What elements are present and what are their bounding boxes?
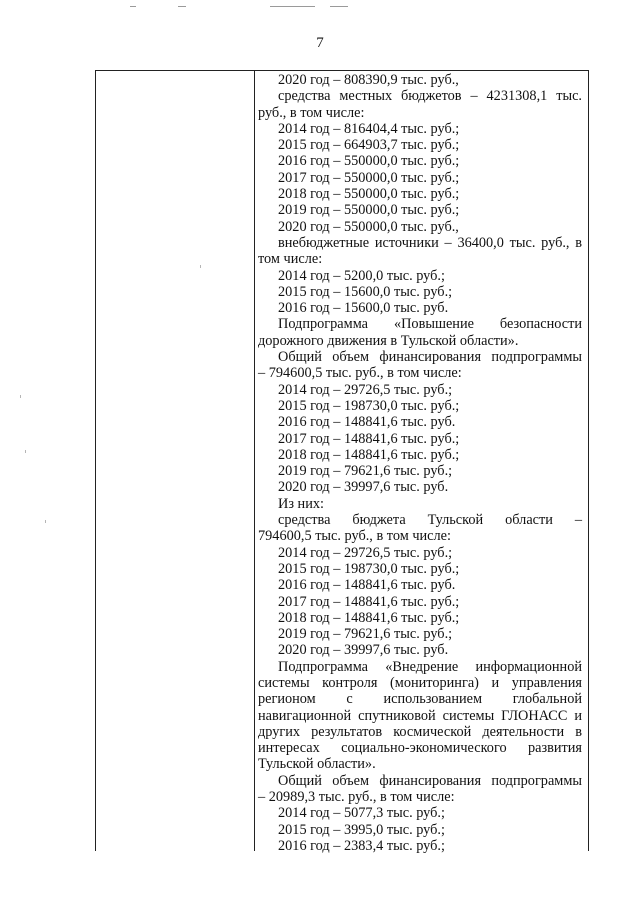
text-line: 2014 год – 5200,0 тыс. руб.; [278, 267, 445, 284]
scan-artifact [330, 6, 348, 7]
text-line: 2015 год – 198730,0 тыс. руб.; [278, 560, 460, 577]
text-line: средства местных бюджетов – 4231308,1 тыс. [278, 88, 582, 105]
scan-artifact [20, 395, 21, 398]
text-line: 2017 год – 148841,6 тыс. руб.; [278, 430, 460, 447]
scan-artifact [178, 6, 186, 7]
text-line: 2020 год – 39997,6 тыс. руб. [278, 479, 449, 496]
text-line: средства бюджета Тульской области – [278, 512, 582, 529]
text-line: Подпрограмма «Внедрение информационной [278, 658, 582, 675]
text-line: – 794600,5 тыс. руб., в том числе: [258, 365, 462, 382]
text-line: 2016 год – 148841,6 тыс. руб. [278, 577, 456, 594]
scan-artifact [25, 450, 26, 453]
text-line: 2017 год – 148841,6 тыс. руб.; [278, 593, 460, 610]
text-line: внебюджетные источники – 36400,0 тыс. руб., в [278, 234, 582, 251]
text-line: 2018 год – 148841,6 тыс. руб.; [278, 446, 460, 463]
text-line: – 20989,3 тыс. руб., в том числе: [258, 789, 455, 806]
scan-artifact [270, 6, 315, 7]
table-text-cell [258, 72, 582, 854]
text-line: системы контроля (мониторинга) и управления [258, 674, 582, 691]
column-divider [254, 71, 255, 851]
text-line: 2017 год – 550000,0 тыс. руб.; [278, 169, 460, 186]
text-line: 2016 год – 148841,6 тыс. руб. [278, 414, 456, 431]
text-line: 2020 год – 39997,6 тыс. руб. [278, 642, 449, 659]
text-line: 2019 год – 550000,0 тыс. руб.; [278, 202, 460, 219]
text-line: 2018 год – 550000,0 тыс. руб.; [278, 186, 460, 203]
scan-artifact [45, 520, 46, 523]
text-line: 2019 год – 79621,6 тыс. руб.; [278, 463, 453, 480]
text-line: дорожного движения в Тульской области». [258, 332, 519, 349]
text-line: руб., в том числе: [258, 104, 365, 121]
scan-artifact [130, 6, 136, 7]
text-line: Общий объем финансирования подпрограммы [278, 772, 582, 789]
text-line: 2015 год – 3995,0 тыс. руб.; [278, 821, 445, 838]
page-number: 7 [316, 35, 324, 51]
text-line: Подпрограмма «Повышение безопасности [278, 316, 582, 333]
text-line: 2016 год – 550000,0 тыс. руб.; [278, 153, 460, 170]
text-line: 2014 год – 29726,5 тыс. руб.; [278, 544, 453, 561]
text-line: 2015 год – 198730,0 тыс. руб.; [278, 397, 460, 414]
text-line: 2016 год – 2383,4 тыс. руб.; [278, 837, 445, 854]
text-line: интересах социально-экономического развития [258, 740, 582, 757]
text-line: других результатов космической деятельности в [258, 723, 582, 740]
text-line: 2014 год – 816404,4 тыс. руб.; [278, 120, 460, 137]
text-line: 2015 год – 15600,0 тыс. руб.; [278, 283, 453, 300]
text-line: 2014 год – 29726,5 тыс. руб.; [278, 381, 453, 398]
text-line: 2014 год – 5077,3 тыс. руб.; [278, 805, 445, 822]
document-table [95, 70, 589, 854]
text-line: 2020 год – 808390,9 тыс. руб., [278, 72, 459, 88]
text-line: Из них: [278, 495, 324, 512]
text-line: 2016 год – 15600,0 тыс. руб. [278, 300, 449, 317]
text-line: Общий объем финансирования подпрограммы [278, 349, 582, 366]
text-line: 2015 год – 664903,7 тыс. руб.; [278, 137, 460, 154]
text-line: Тульской области». [258, 756, 376, 773]
text-line: 2019 год – 79621,6 тыс. руб.; [278, 626, 453, 643]
text-line: 794600,5 тыс. руб., в том числе: [258, 528, 451, 545]
text-line: том числе: [258, 251, 323, 268]
text-line: регионом с использованием глобальной [258, 691, 582, 708]
text-line: 2020 год – 550000,0 тыс. руб., [278, 218, 459, 235]
text-line: навигационной спутниковой системы ГЛОНАСС и [258, 707, 582, 724]
text-line: 2018 год – 148841,6 тыс. руб.; [278, 609, 460, 626]
